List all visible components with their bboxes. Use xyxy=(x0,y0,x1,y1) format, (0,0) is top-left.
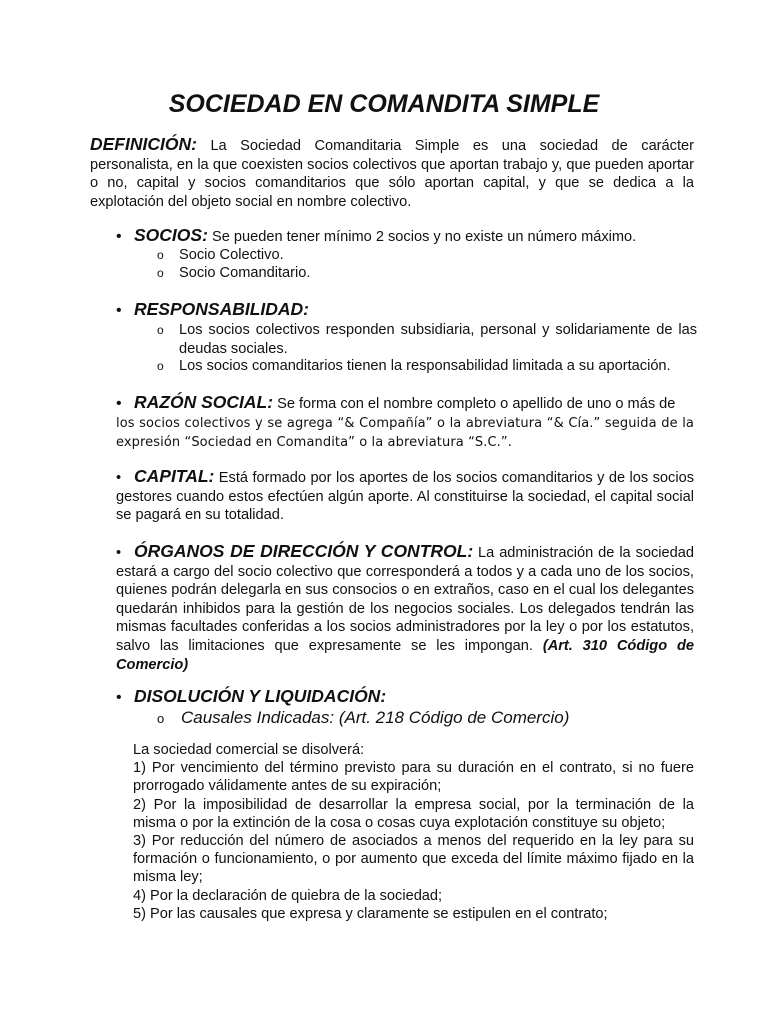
razon-social-heading: RAZÓN SOCIAL: xyxy=(134,392,274,412)
list-item: 1) Por vencimiento del término previsto para su duración en el contrato, si no fuere prorrogado válidamente antes de su expiración; xyxy=(133,760,694,795)
socios-item xyxy=(157,246,697,265)
definition-paragraph xyxy=(90,135,694,211)
bullet-icon: • xyxy=(116,395,122,412)
responsabilidad-item xyxy=(157,321,697,358)
socios-heading: SOCIOS: xyxy=(134,225,208,245)
list-item: 2) Por la imposibilidad de desarrollar la empresa social, por la terminación de la misma o por la extinción de la cosa o cosas cuya explotación constituye su objeto; xyxy=(133,796,694,831)
capital-text: Está formado por los aportes de los socios comanditarios y de los socios gestores cuando estos efectúen algún aporte. Al constituirse la sociedad, el capital social se pagará en su totalidad. xyxy=(116,470,694,524)
disolucion-heading: DISOLUCIÓN Y LIQUIDACIÓN: xyxy=(134,686,387,706)
organos-reference: (Art. 310 Código de Comercio) xyxy=(116,637,695,673)
sub-bullet-icon: o xyxy=(157,323,164,337)
list-item: 3) Por reducción del número de asociados a menos del requerido en la ley para su formación o funcionamiento, o por aumento que exceda del límite máximo fijado en la misma ley; xyxy=(133,833,694,886)
capital-heading: CAPITAL: xyxy=(134,466,215,486)
disolucion-subheading xyxy=(157,708,569,728)
bullet-icon: • xyxy=(116,228,122,245)
sub-bullet-icon: o xyxy=(157,711,165,726)
page-title: SOCIEDAD EN COMANDITA SIMPLE xyxy=(168,90,600,118)
sub-bullet-icon: o xyxy=(157,266,164,280)
razon-social-continuation: los socios colectivos y se agrega “& Compañía” o la abreviatura “& Cía.” seguida de la expresión “Sociedad en Comandita” o la abreviatura “S.C.”. xyxy=(116,416,694,450)
socios-item-text: Socio Colectivo. xyxy=(179,247,284,263)
organos-heading: ÓRGANOS DE DIRECCIÓN Y CONTROL: xyxy=(134,541,474,561)
bullet-icon: • xyxy=(116,470,122,486)
razon-social-text: Se forma con el nombre completo o apellido de uno o más de xyxy=(273,396,676,412)
responsabilidad-item-text: Los socios comanditarios tienen la responsabilidad limitada a su aportación. xyxy=(179,358,671,374)
organos-text: La administración de la sociedad estará a cargo del socio colectivo que corresponderá a todos y a cada uno de los socios, quienes podrán delegarla en sus consocios o en extraños, caso en el cual los delegantes quedarán inhibidos para la gestión de los negocios sociales. Los delegados tendrán las mismas facultades conferidas a los socios administradores por la ley o por los estatutos, salvo las limitaciones que expresamente se les impongan. xyxy=(116,545,694,654)
list-item: 4) Por la declaración de quiebra de la sociedad; xyxy=(133,887,443,904)
socios-text: Se pueden tener mínimo 2 socios y no existe un número máximo. xyxy=(207,229,637,245)
sub-bullet-icon: o xyxy=(157,248,164,262)
socios-item-text: Socio Comanditario. xyxy=(179,265,311,281)
disolucion-subheading-text: Causales Indicadas: (Art. 218 Código de Comercio) xyxy=(181,708,570,727)
capital-paragraph xyxy=(116,467,694,525)
bullet-icon: • xyxy=(116,689,122,706)
razon-social-bullet xyxy=(116,393,694,414)
responsabilidad-item xyxy=(157,357,697,376)
disolucion-list xyxy=(133,741,694,923)
sub-bullet-icon: o xyxy=(157,359,164,373)
definition-heading: DEFINICIÓN: xyxy=(90,134,197,154)
bullet-icon: • xyxy=(116,545,122,561)
responsabilidad-bullet xyxy=(116,300,694,321)
definition-text: La Sociedad Comanditaria Simple es una sociedad de carácter personalista, en la que coexisten socios colectivos que aportan trabajo y, que pueden aportar o no, capital y socios comanditarios que sólo aportan capital, y que se dedica a la explotación del objeto social en nombre colectivo. xyxy=(90,138,694,210)
responsabilidad-item-text: Los socios colectivos responden subsidiaria, personal y solidariamente de las deudas sociales. xyxy=(179,322,697,357)
bullet-icon: • xyxy=(116,302,122,319)
responsabilidad-heading: RESPONSABILIDAD: xyxy=(134,299,310,319)
socios-bullet xyxy=(116,226,694,247)
list-item: 5) Por las causales que expresa y claramente se estipulen en el contrato; xyxy=(133,905,608,922)
disolucion-bullet xyxy=(116,687,694,708)
list-item: La sociedad comercial se disolverá: xyxy=(133,742,365,758)
socios-item xyxy=(157,264,697,283)
organos-paragraph xyxy=(116,542,694,674)
